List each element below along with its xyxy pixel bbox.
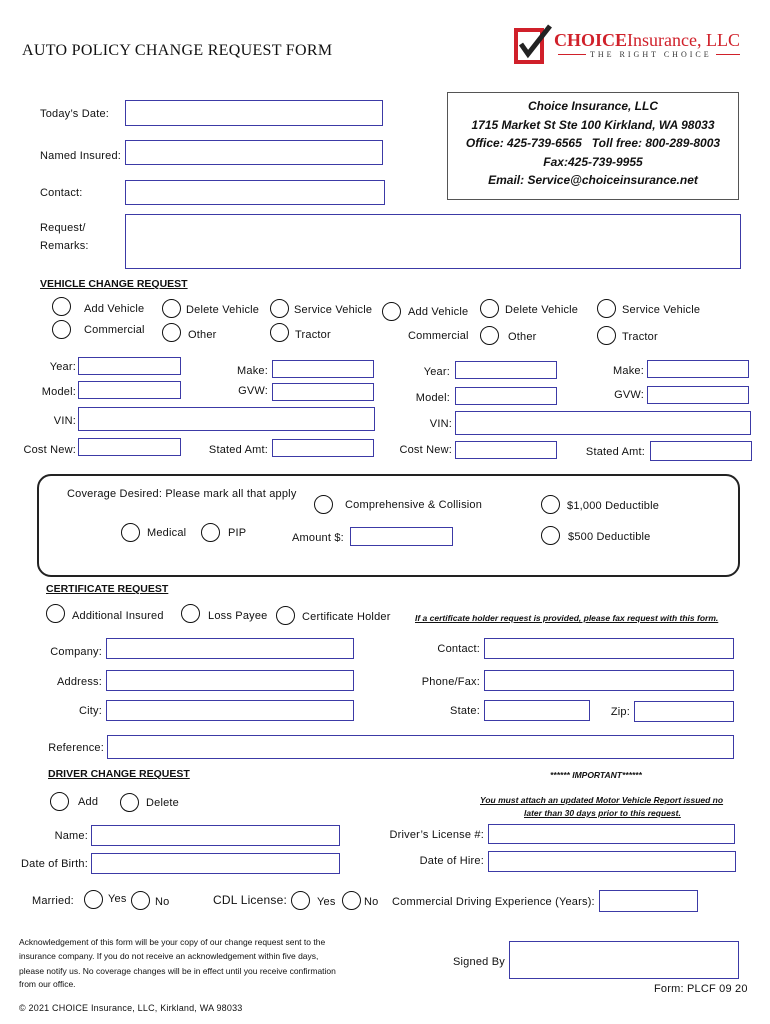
coverage-desired-label: Coverage Desired: Please mark all that apply [67, 488, 297, 500]
left-service-vehicle-label: Service Vehicle [294, 304, 373, 316]
company-info-box [447, 92, 739, 200]
right-delete-vehicle-radio[interactable] [480, 299, 499, 318]
drivers-license-input[interactable] [488, 824, 735, 844]
married-no-label: No [155, 896, 170, 908]
right-tractor-label: Tractor [622, 331, 658, 343]
right-cost-new-label: Cost New: [399, 444, 452, 456]
drivers-license-label: Driver’s License #: [389, 829, 484, 841]
right-service-vehicle-radio[interactable] [597, 299, 616, 318]
additional-insured-label: Additional Insured [72, 610, 164, 622]
left-cost-new-label: Cost New: [23, 444, 76, 456]
left-commercial-radio[interactable] [52, 320, 71, 339]
right-service-vehicle-label: Service Vehicle [622, 304, 701, 316]
left-delete-vehicle-radio[interactable] [162, 299, 181, 318]
left-add-vehicle-radio[interactable] [52, 297, 71, 316]
contact-label: Contact: [40, 187, 83, 199]
cert-reference-label: Reference: [48, 742, 104, 754]
loss-payee-label: Loss Payee [208, 610, 268, 622]
deductible-1000-label: $1,000 Deductible [567, 500, 660, 512]
right-make-input[interactable] [647, 360, 749, 378]
left-vin-label: VIN: [53, 415, 76, 427]
right-other-label: Other [508, 331, 537, 343]
right-gvw-input[interactable] [647, 386, 749, 404]
cdl-no-radio[interactable] [342, 891, 361, 910]
left-model-input[interactable] [78, 381, 181, 399]
hire-date-label: Date of Hire: [419, 855, 484, 867]
cert-zip-label: Zip: [610, 706, 630, 718]
deductible-500-label: $500 Deductible [568, 531, 651, 543]
request-remarks-input[interactable] [125, 214, 741, 269]
driver-section-title: DRIVER CHANGE REQUEST [48, 768, 190, 780]
pip-label: PIP [228, 527, 247, 539]
left-gvw-input[interactable] [272, 383, 374, 401]
left-stated-amt-label: Stated Amt: [208, 444, 268, 456]
certificate-holder-label: Certificate Holder [302, 611, 391, 623]
left-tractor-label: Tractor [295, 329, 331, 341]
driver-add-label: Add [78, 796, 99, 808]
left-make-label: Make: [237, 365, 268, 377]
dob-input[interactable] [91, 853, 340, 874]
cert-phone-fax-input[interactable] [484, 670, 734, 691]
cert-address-input[interactable] [106, 670, 354, 691]
driver-delete-radio[interactable] [120, 793, 139, 812]
right-stated-amt-input[interactable] [650, 441, 752, 461]
amount-label: Amount $: [292, 532, 344, 544]
left-stated-amt-input[interactable] [272, 439, 374, 457]
named-insured-label: Named Insured: [40, 150, 122, 162]
logo-brand-choice: CHOICE [554, 30, 628, 50]
left-cost-new-input[interactable] [78, 438, 181, 456]
company-phones: Office: 425-739-6565 Toll free: 800-289-8003 [465, 136, 721, 150]
left-year-input[interactable] [78, 357, 181, 375]
left-commercial-label: Commercial [84, 324, 145, 336]
left-other-label: Other [188, 329, 217, 341]
driver-name-label: Name: [54, 830, 88, 842]
certificate-section-title: CERTIFICATE REQUEST [46, 583, 169, 595]
comprehensive-collision-label: Comprehensive & Collision [345, 499, 483, 511]
right-model-label: Model: [415, 392, 450, 404]
driving-experience-input[interactable] [599, 890, 698, 912]
copyright: © 2021 CHOICE Insurance, LLC, Kirkland, WA 98033 [19, 1003, 243, 1013]
cert-state-label: State: [450, 705, 480, 717]
medical-radio[interactable] [121, 523, 140, 542]
company-name: Choice Insurance, LLC [527, 99, 659, 113]
vehicle-section-title: VEHICLE CHANGE REQUEST [40, 278, 188, 290]
left-make-input[interactable] [272, 360, 374, 378]
mvr-note-line2: later than 30 days prior to this request. [524, 808, 681, 818]
cdl-yes-radio[interactable] [291, 891, 310, 910]
right-year-input[interactable] [455, 361, 557, 379]
mvr-note-line1: You must attach an updated Motor Vehicle Report issued no [480, 795, 724, 805]
left-year-label: Year: [49, 361, 76, 373]
driver-name-input[interactable] [91, 825, 340, 846]
contact-input[interactable] [125, 180, 385, 205]
pip-radio[interactable] [201, 523, 220, 542]
company-fax: Fax:425-739-9955 [543, 154, 643, 169]
left-other-radio[interactable] [162, 323, 181, 342]
named-insured-input[interactable] [125, 140, 383, 165]
company-address: 1715 Market St Ste 100 Kirkland, WA 98033 [471, 117, 715, 132]
cdl-yes-label: Yes [317, 896, 336, 908]
certificate-fax-note: If a certificate holder request is provided, please fax request with this form. [415, 613, 719, 623]
deductible-1000-radio[interactable] [541, 495, 560, 514]
cert-company-input[interactable] [106, 638, 354, 659]
right-tractor-radio[interactable] [597, 326, 616, 345]
right-commercial-radio[interactable] [480, 326, 499, 345]
right-year-label: Year: [423, 366, 450, 378]
todays-date-input[interactable] [125, 100, 383, 126]
cdl-no-label: No [364, 896, 379, 908]
form-code: Form: PLCF 09 20 [654, 983, 748, 995]
cert-company-label: Company: [50, 646, 102, 658]
left-tractor-radio[interactable] [270, 323, 289, 342]
cert-city-label: City: [79, 705, 102, 717]
loss-payee-radio[interactable] [181, 604, 200, 623]
signed-by-label: Signed By [453, 956, 505, 968]
cert-state-input[interactable] [484, 700, 590, 721]
request-label-1: Request/ [40, 222, 86, 234]
company-email: Email: Service@choiceinsurance.net [488, 173, 698, 187]
cert-reference-input[interactable] [107, 735, 734, 759]
left-model-label: Model: [41, 386, 76, 398]
right-add-vehicle-radio[interactable] [382, 302, 401, 321]
cert-contact-input[interactable] [484, 638, 734, 659]
right-delete-vehicle-label: Delete Vehicle [505, 304, 579, 316]
married-yes-label: Yes [108, 893, 127, 905]
logo-tagline: THE RIGHT CHOICE [586, 50, 716, 59]
important-note: ****** IMPORTANT****** [550, 770, 642, 780]
right-make-label: Make: [613, 365, 644, 377]
cert-contact-label: Contact: [437, 643, 480, 655]
left-add-vehicle-label: Add Vehicle [84, 303, 145, 315]
married-label: Married: [32, 895, 74, 907]
left-service-vehicle-radio[interactable] [270, 299, 289, 318]
right-commercial-label: Commercial [408, 330, 469, 342]
cert-phone-fax-label: Phone/Fax: [421, 676, 480, 688]
hire-date-input[interactable] [488, 851, 736, 872]
certificate-holder-radio[interactable] [276, 606, 295, 625]
ack-line-2: insurance company. If you do not receive an acknowledgement within five days, [19, 951, 319, 961]
company-logo [512, 24, 742, 68]
left-vin-input[interactable] [78, 407, 375, 431]
ack-line-3: please notify us. No coverage changes will be in effect until you receive confirmation [19, 966, 336, 976]
checkmark-logo-icon [512, 24, 554, 68]
request-label-2: Remarks: [40, 240, 89, 252]
logo-brand-rest: Insurance, LLC [627, 30, 740, 50]
left-gvw-label: GVW: [238, 385, 268, 397]
todays-date-label: Today’s Date: [40, 108, 110, 120]
cert-zip-input[interactable] [634, 701, 734, 722]
driver-delete-label: Delete [146, 797, 179, 809]
left-delete-vehicle-label: Delete Vehicle [186, 304, 260, 316]
page-title: AUTO POLICY CHANGE REQUEST FORM [22, 42, 333, 59]
driver-add-radio[interactable] [50, 792, 69, 811]
married-no-radio[interactable] [131, 891, 150, 910]
right-vin-input[interactable] [455, 411, 751, 435]
cert-city-input[interactable] [106, 700, 354, 721]
right-vin-label: VIN: [429, 418, 452, 430]
right-gvw-label: GVW: [614, 389, 644, 401]
cert-address-label: Address: [56, 676, 102, 688]
driving-experience-label: Commercial Driving Experience (Years): [392, 896, 595, 908]
cdl-label: CDL License: [213, 893, 287, 907]
additional-insured-radio[interactable] [46, 604, 65, 623]
right-cost-new-input[interactable] [455, 441, 557, 459]
right-stated-amt-label: Stated Amt: [585, 446, 645, 458]
amount-input[interactable] [350, 527, 453, 546]
deductible-500-radio[interactable] [541, 526, 560, 545]
comprehensive-collision-radio[interactable] [314, 495, 333, 514]
ack-line-1: Acknowledgement of this form will be your copy of our change request sent to the [19, 937, 326, 947]
ack-line-4: from our office. [19, 979, 76, 989]
signature-input[interactable] [509, 941, 739, 979]
dob-label: Date of Birth: [21, 858, 88, 870]
right-model-input[interactable] [455, 387, 557, 405]
medical-label: Medical [147, 527, 187, 539]
right-add-vehicle-label: Add Vehicle [408, 306, 469, 318]
married-yes-radio[interactable] [84, 890, 103, 909]
